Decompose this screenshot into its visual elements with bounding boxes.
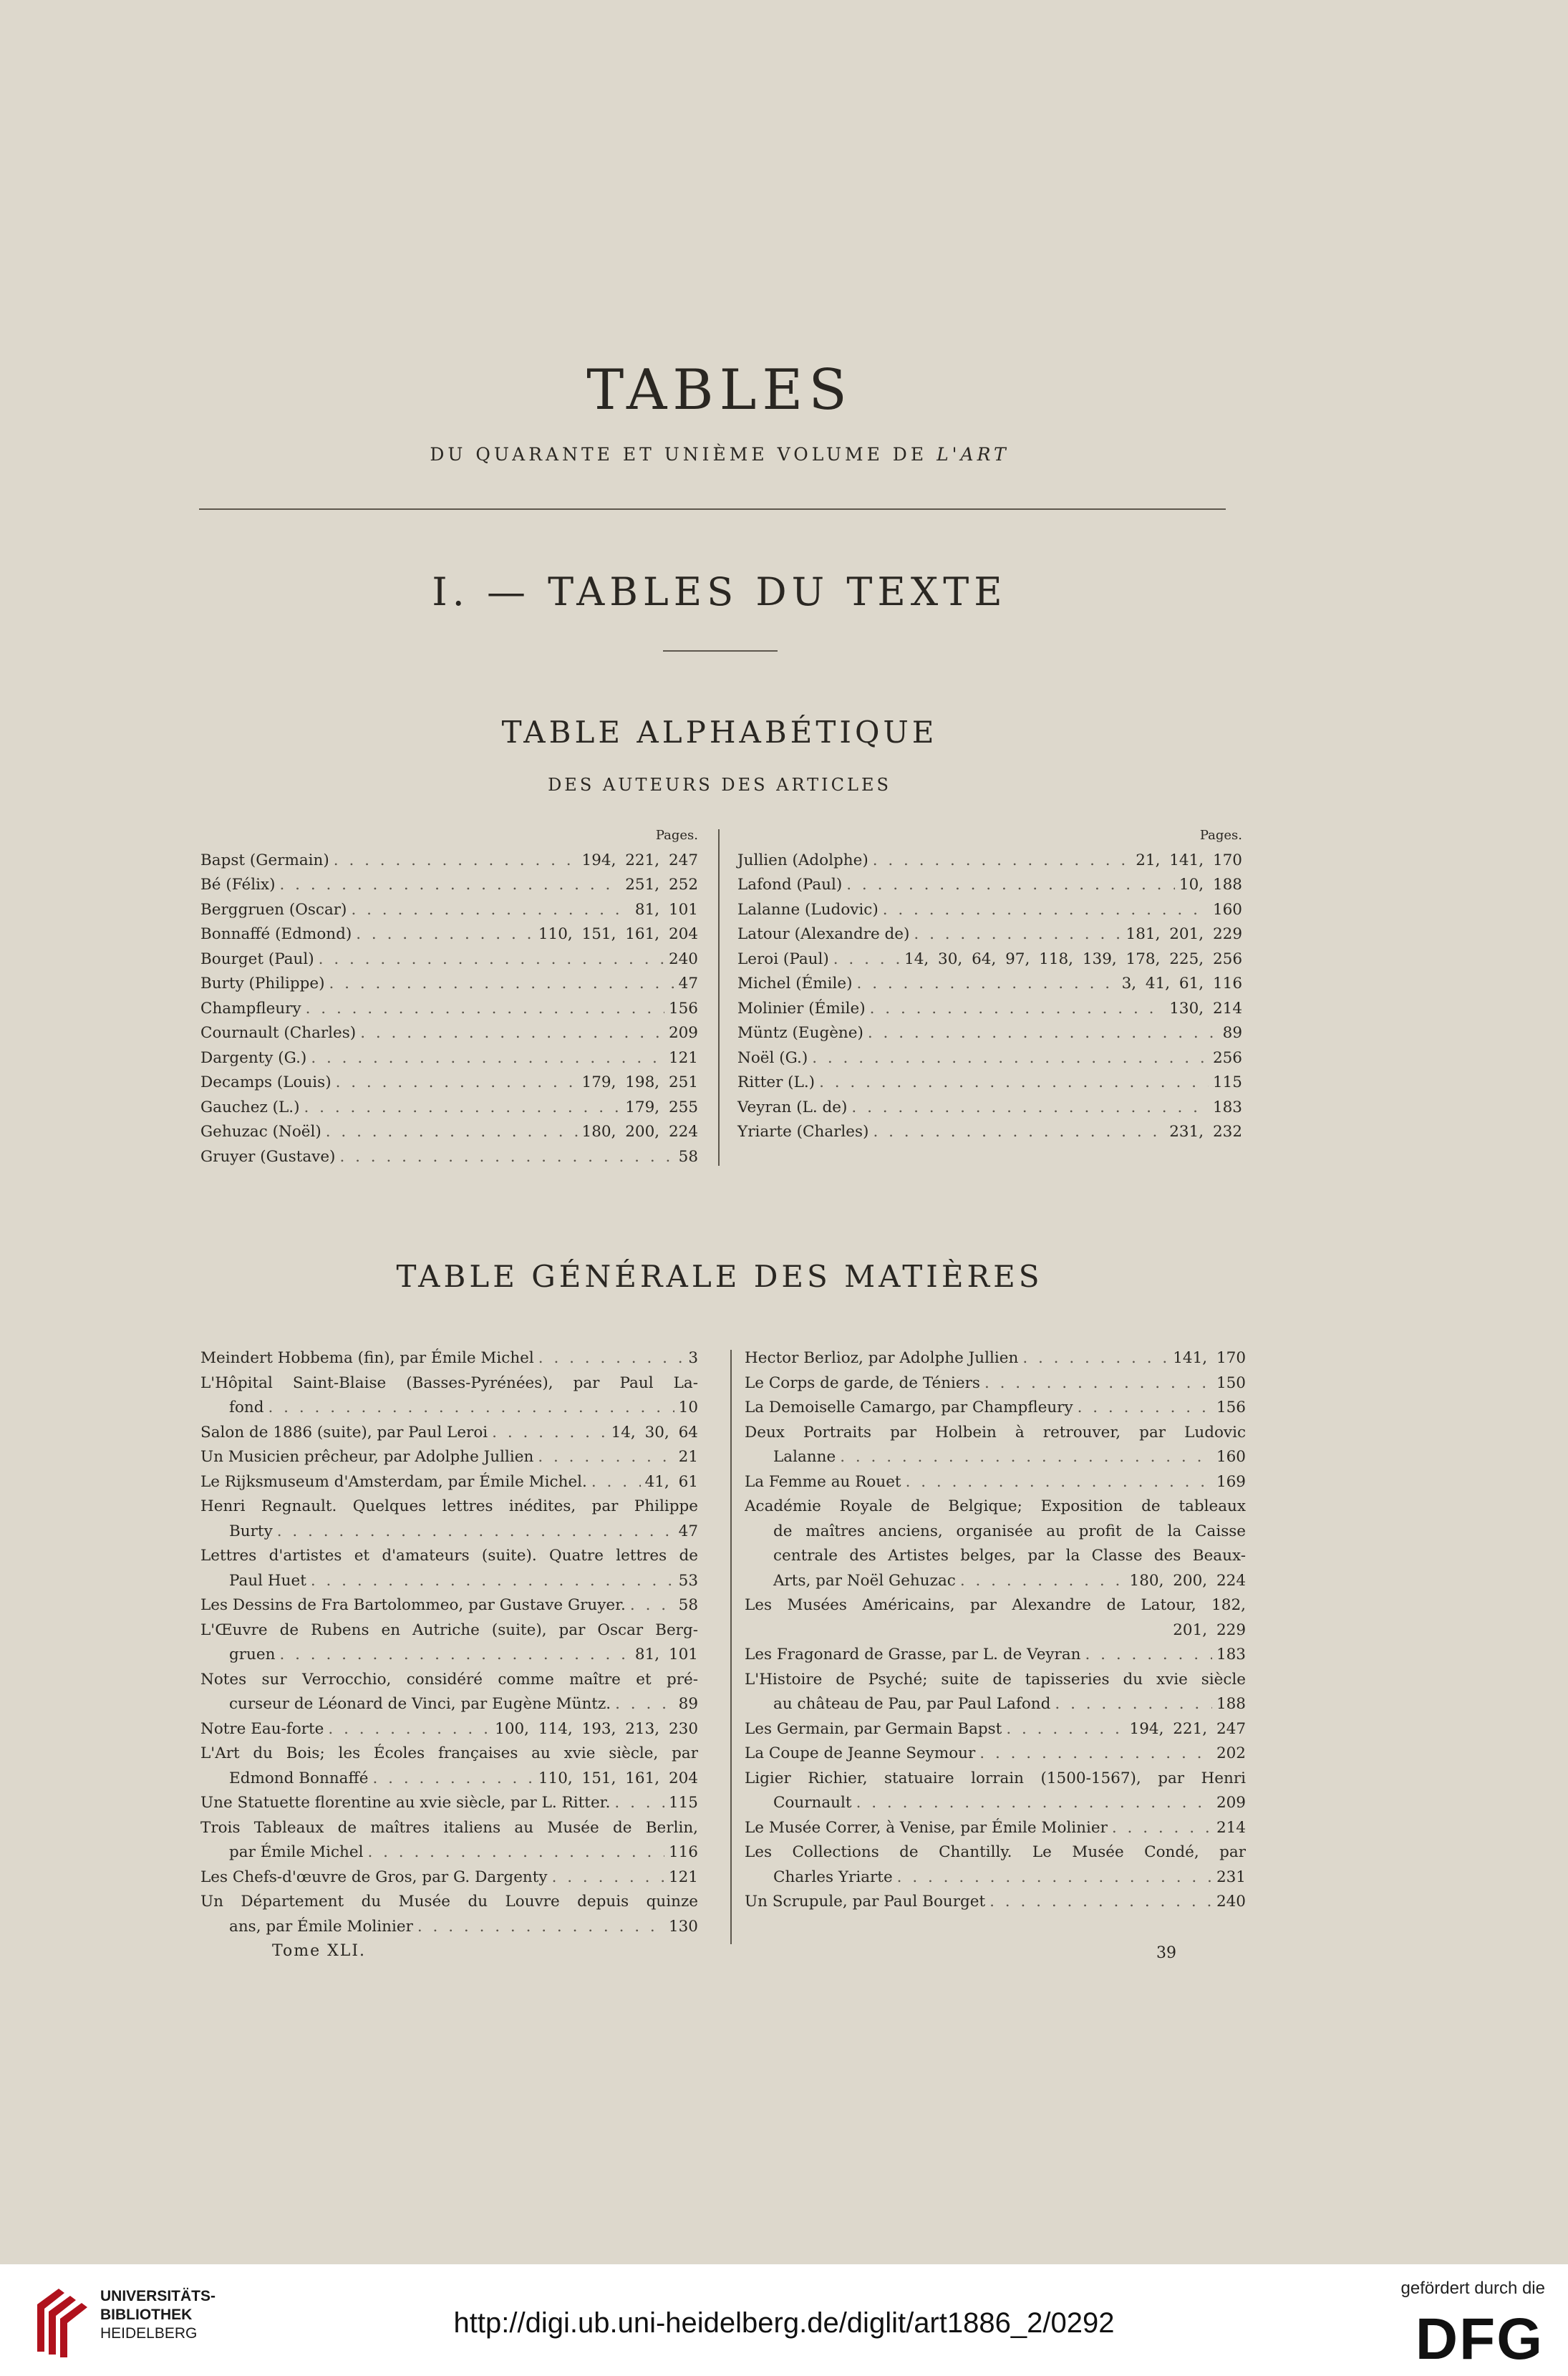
dot-leader: [268, 1396, 674, 1421]
dot-leader: [1022, 1346, 1168, 1371]
entry-text-line: L'Œuvre de Rubens en Autriche (suite), par Oscar Berg-: [200, 1621, 698, 1639]
dot-leader: [840, 1445, 1212, 1470]
index-entry: [745, 1692, 1246, 1717]
dot-leader: [812, 1046, 1209, 1071]
entry-pages: 21, 141, 170: [1136, 851, 1242, 869]
entry-pages: 58: [678, 1596, 698, 1614]
entry-name: Lafond (Paul): [737, 876, 843, 894]
entry-name: Dargenty (G.): [200, 1048, 307, 1067]
entry-name: curseur de Léonard de Vinci, par Eugène Müntz.: [229, 1695, 611, 1713]
dot-leader: [319, 947, 664, 972]
index-entry: [737, 972, 1242, 997]
index-entry: [200, 1071, 698, 1096]
dot-leader: [979, 1742, 1212, 1767]
index-entry: [200, 1096, 698, 1121]
library-line: HEIDELBERG: [100, 2325, 198, 2342]
entry-pages: 194, 221, 247: [581, 851, 698, 869]
entry-pages: 41, 61: [644, 1472, 698, 1491]
entry-pages: 110, 151, 161, 204: [538, 925, 698, 943]
section-heading: I. — TABLES DU TEXTE: [432, 569, 1007, 614]
dot-leader: [989, 1890, 1212, 1915]
library-line: BIBLIOTHEK: [100, 2307, 193, 2323]
entry-name: La Demoiselle Camargo, par Champfleury: [745, 1399, 1073, 1416]
entry-name: gruen: [229, 1646, 276, 1663]
index-entry: [200, 1717, 698, 1742]
index-entry: [745, 1717, 1246, 1742]
entry-name: Salon de 1886 (suite), par Paul Leroi: [200, 1423, 488, 1441]
index-entry: [200, 849, 698, 874]
entry-name: Michel (Émile): [737, 975, 853, 993]
entry-text-line: Les Musées Américains, par Alexandre de Latour, 182,: [745, 1596, 1246, 1614]
entry-name: Latour (Alexandre de): [737, 925, 910, 943]
dot-leader: [538, 1445, 674, 1470]
index-entry: [200, 997, 698, 1022]
entry-name: Gehuzac (Noël): [200, 1123, 321, 1141]
entry-pages: 256: [1212, 1048, 1242, 1067]
index-entry: [200, 1569, 698, 1594]
entry-pages: 21: [678, 1448, 698, 1466]
subtitle-main: DU QUARANTE ET UNIÈME VOLUME DE: [430, 444, 928, 465]
entry-pages: 116: [668, 1843, 698, 1861]
dot-leader: [1006, 1717, 1125, 1742]
entry-name: Bonnaffé (Edmond): [200, 925, 352, 943]
dot-leader: [306, 997, 664, 1022]
entry-pages: 130: [668, 1917, 698, 1936]
dot-leader: [356, 922, 534, 947]
index-entry: [737, 997, 1242, 1022]
entry-name: Bourget (Paul): [200, 950, 314, 968]
index-entry: [737, 873, 1242, 898]
entry-name: Cournault (Charles): [200, 1024, 357, 1042]
dot-leader: [351, 898, 630, 923]
index-entry: [200, 1520, 698, 1545]
dot-leader: [846, 873, 1175, 898]
dot-leader: [492, 1421, 606, 1446]
index-entry: [745, 1569, 1246, 1594]
entry-pages: 180, 200, 224: [581, 1123, 698, 1141]
entry-name: Lalanne (Ludovic): [737, 900, 879, 919]
dot-leader: [897, 1865, 1212, 1890]
entry-name: Arts, par Noël Gehuzac: [773, 1571, 956, 1590]
short-rule: [663, 650, 778, 652]
index-entry: [200, 1643, 698, 1668]
entry-text-line: L'Histoire de Psyché; suite de tapisseries du xvie siècle: [745, 1670, 1246, 1689]
index-entry: [200, 1593, 698, 1618]
entry-name: Molinier (Émile): [737, 999, 866, 1018]
dot-leader: [538, 1346, 684, 1371]
index-entry: [745, 1470, 1246, 1495]
entry-text-line: Les Collections de Chantilly. Le Musée Condé, par: [745, 1843, 1246, 1861]
index-entry: [200, 1767, 698, 1792]
entry-name: Notre Eau-forte: [200, 1719, 324, 1738]
index-entry: [745, 1890, 1246, 1915]
entry-name: Meindert Hobbema (fin), par Émile Michel: [200, 1349, 534, 1367]
entry-pages: 194, 221, 247: [1129, 1719, 1246, 1738]
index-entry: [200, 1692, 698, 1717]
volume-label: Tome XLI.: [272, 1942, 367, 1960]
index-entry: [737, 1096, 1242, 1121]
index-entry: [737, 922, 1242, 947]
entry-pages: 3, 41, 61, 116: [1121, 975, 1242, 993]
dot-leader: [367, 1840, 664, 1865]
entry-text-line: centrale des Artistes belges, par la Classe des Beaux-: [773, 1547, 1246, 1565]
entry-pages-line: [745, 1618, 1246, 1643]
entry-pages: 231, 232: [1169, 1123, 1242, 1141]
dot-leader: [615, 1692, 674, 1717]
entry-name: Les Fragonard de Grasse, par L. de Veyran: [745, 1646, 1081, 1663]
entry-pages: 180, 200, 224: [1129, 1571, 1246, 1590]
entry-text-line: L'Art du Bois; les Écoles françaises au xvie siècle, par: [200, 1744, 698, 1762]
index-entry: [737, 1071, 1242, 1096]
entry-pages: 240: [1216, 1893, 1246, 1911]
entry-name: Les Dessins de Fra Bartolommeo, par Gustave Gruyer.: [200, 1596, 626, 1614]
index-entry: [737, 1120, 1242, 1145]
dot-leader: [984, 1371, 1212, 1396]
entry-text-line: de maîtres anciens, organisée au profit de la Caisse: [773, 1522, 1246, 1540]
horizontal-rule: [199, 508, 1226, 510]
entry-pages: 89: [1222, 1024, 1242, 1042]
index-entry: [200, 1865, 698, 1890]
entry-name: Bé (Félix): [200, 876, 276, 894]
entry-text-line: L'Hôpital Saint-Blaise (Basses-Pyrénées), par Paul La-: [200, 1373, 698, 1392]
index-entry: [745, 1371, 1246, 1396]
entry-pages: 209: [668, 1024, 698, 1042]
index-entry: [200, 898, 698, 923]
entry-pages: 202: [1216, 1744, 1246, 1762]
dot-leader: [857, 972, 1118, 997]
dot-leader: [960, 1569, 1126, 1594]
entry-text-line: Un Département du Musée du Louvre depuis quinze: [200, 1893, 698, 1911]
index-entry: [200, 1840, 698, 1865]
dot-leader: [311, 1046, 664, 1071]
dot-leader: [552, 1865, 664, 1890]
index-entry: [737, 898, 1242, 923]
entry-name: Burty: [229, 1522, 273, 1540]
pages-label: Pages.: [1199, 828, 1242, 843]
page-subtitle: [0, 444, 1439, 465]
entry-pages: 179, 255: [625, 1098, 698, 1116]
entry-name: Bapst (Germain): [200, 851, 329, 869]
index-entry: [745, 1445, 1246, 1470]
entry-name: Un Scrupule, par Paul Bourget: [745, 1893, 986, 1911]
entry-name: La Coupe de Jeanne Seymour: [745, 1744, 976, 1762]
alpha-table-heading: TABLE ALPHABÉTIQUE: [501, 715, 938, 750]
dot-leader: [277, 1520, 674, 1545]
entry-pages: 160: [1216, 1448, 1246, 1466]
dot-leader: [328, 1717, 490, 1742]
entry-pages: 183: [1212, 1098, 1242, 1116]
index-entry: [200, 1791, 698, 1816]
dot-leader: [279, 873, 621, 898]
entry-pages: 181, 201, 229: [1126, 925, 1242, 943]
entry-name: Ritter (L.): [737, 1073, 816, 1091]
alpha-table-subheading: DES AUTEURS DES ARTICLES: [548, 775, 891, 795]
entry-text-line: Notes sur Verrocchio, considéré comme maître et pré-: [200, 1670, 698, 1689]
entry-name: Une Statuette florentine au xvie siècle, par L. Ritter.: [200, 1794, 611, 1812]
entry-pages: 3: [688, 1349, 698, 1367]
alpha-right-column: [737, 824, 1242, 1145]
entry-pages: 10: [678, 1399, 698, 1416]
dot-leader: [819, 1071, 1209, 1096]
library-line: UNIVERSITÄTS-: [100, 2288, 216, 2304]
entry-pages: 141, 170: [1173, 1349, 1246, 1367]
entry-name: Berggruen (Oscar): [200, 900, 347, 919]
entry-text-line: Henri Regnault. Quelques lettres inédites, par Philippe: [200, 1497, 698, 1515]
general-left-column: [200, 1346, 698, 1939]
dot-leader: [851, 1096, 1209, 1121]
entry-text-line: Ligier Richier, statuaire lorrain (1500-1567), par Henri: [745, 1769, 1246, 1787]
dot-leader: [873, 849, 1132, 874]
entry-name: Le Rijksmuseum d'Amsterdam, par Émile Michel.: [200, 1472, 587, 1491]
entry-pages: 169: [1216, 1472, 1246, 1491]
index-entry: [200, 873, 698, 898]
dot-leader: [304, 1096, 621, 1121]
page-number: 39: [1156, 1944, 1176, 1962]
index-entry: [200, 922, 698, 947]
entry-pages: 10, 188: [1179, 876, 1242, 894]
entry-pages: 14, 30, 64, 97, 118, 139, 178, 225, 256: [904, 950, 1242, 968]
index-entry: [200, 1421, 698, 1446]
index-entry: [200, 1470, 698, 1495]
entry-name: Leroi (Paul): [737, 950, 829, 968]
entry-pages: 121: [668, 1868, 698, 1886]
index-entry: [200, 1346, 698, 1371]
index-entry: [200, 1145, 698, 1170]
index-entry: [745, 1346, 1246, 1371]
dot-leader: [279, 1643, 630, 1668]
dot-leader: [873, 1120, 1165, 1145]
entry-pages: 81, 101: [634, 900, 698, 919]
dot-leader: [870, 997, 1166, 1022]
dot-leader: [329, 972, 674, 997]
entry-name: Müntz (Eugène): [737, 1024, 863, 1042]
entry-text-line: Deux Portraits par Holbein à retrouver, par Ludovic: [745, 1423, 1246, 1441]
dot-leader: [1085, 1643, 1212, 1668]
entry-pages: 183: [1216, 1646, 1246, 1663]
general-table-heading: TABLE GÉNÉRALE DES MATIÈRES: [396, 1259, 1043, 1294]
entry-name: Les Germain, par Germain Bapst: [745, 1719, 1002, 1738]
dot-leader: [1055, 1692, 1212, 1717]
entry-name: Le Musée Correr, à Venise, par Émile Molinier: [745, 1818, 1108, 1837]
dot-leader: [906, 1470, 1212, 1495]
entry-pages: 156: [1216, 1399, 1246, 1416]
entry-name: Edmond Bonnaffé: [229, 1769, 369, 1787]
dot-leader: [614, 1791, 664, 1816]
entry-pages: 14, 30, 64: [611, 1423, 698, 1441]
entry-pages: 115: [668, 1794, 698, 1812]
entry-name: Les Chefs-d'œuvre de Gros, par G. Dargenty: [200, 1868, 548, 1886]
entry-pages: 150: [1216, 1373, 1246, 1392]
entry-pages: 160: [1212, 900, 1242, 919]
source-url-link[interactable]: http://digi.ub.uni-heidelberg.de/diglit/art1886_2/0292: [453, 2307, 1115, 2339]
entry-name: Charles Yriarte: [773, 1868, 893, 1886]
entry-pages: 130, 214: [1169, 999, 1242, 1018]
index-entry: [745, 1791, 1246, 1816]
index-entry: [200, 1021, 698, 1046]
index-entry: [737, 947, 1242, 972]
entry-name: Decamps (Louis): [200, 1073, 331, 1091]
entry-text-line: Lettres d'artistes et d'amateurs (suite). Quatre lettres de: [200, 1547, 698, 1565]
alpha-left-column: [200, 824, 698, 1169]
dot-leader: [1078, 1396, 1212, 1421]
entry-text-line: Trois Tableaux de maîtres italiens au Musée de Berlin,: [200, 1818, 698, 1837]
entry-pages: 100, 114, 193, 213, 230: [495, 1719, 698, 1738]
index-entry: [200, 972, 698, 997]
index-entry: [737, 1046, 1242, 1071]
entry-name: Gruyer (Gustave): [200, 1147, 336, 1166]
dfg-logo: DFG: [1415, 2307, 1544, 2372]
entry-name: Gauchez (L.): [200, 1098, 300, 1116]
page-title: TABLES: [586, 358, 853, 422]
index-entry: [737, 849, 1242, 874]
entry-pages: 110, 151, 161, 204: [538, 1769, 698, 1787]
entry-name: Le Corps de garde, de Téniers: [745, 1373, 980, 1392]
entry-pages: 89: [678, 1695, 698, 1713]
entry-pages: 47: [678, 975, 698, 993]
entry-name: Noël (G.): [737, 1048, 808, 1067]
dot-leader: [591, 1470, 641, 1495]
column-divider: [718, 829, 720, 1166]
index-entry: [737, 1021, 1242, 1046]
entry-pages: 251, 252: [625, 876, 698, 894]
dot-leader: [334, 849, 578, 874]
entry-name: Hector Berlioz, par Adolphe Jullien: [745, 1349, 1019, 1367]
entry-pages: 115: [1212, 1073, 1242, 1091]
index-entry: [200, 1120, 698, 1145]
dot-leader: [883, 898, 1209, 923]
digitization-footer: [0, 2264, 1568, 2376]
entry-pages: 58: [678, 1147, 698, 1166]
dot-leader: [326, 1120, 578, 1145]
entry-name: au château de Pau, par Paul Lafond: [773, 1695, 1051, 1713]
index-entry: [200, 1915, 698, 1940]
dot-leader: [1112, 1816, 1212, 1841]
funded-by-label: gefördert durch die: [1400, 2279, 1545, 2298]
entry-name: ans, par Émile Molinier: [229, 1917, 413, 1936]
dot-leader: [417, 1915, 664, 1940]
index-entry: [200, 1396, 698, 1421]
dot-leader: [339, 1145, 674, 1170]
entry-name: Veyran (L. de): [737, 1098, 848, 1116]
index-entry: [745, 1865, 1246, 1890]
entry-pages: 201, 229: [1173, 1621, 1246, 1639]
dot-leader: [360, 1021, 664, 1046]
index-entry: [745, 1396, 1246, 1421]
index-entry: [745, 1643, 1246, 1668]
entry-name: Jullien (Adolphe): [737, 851, 868, 869]
entry-name: Lalanne: [773, 1448, 836, 1466]
entry-pages: 188: [1216, 1695, 1246, 1713]
index-entry: [200, 947, 698, 972]
entry-pages: 240: [668, 950, 698, 968]
entry-name: Yriarte (Charles): [737, 1123, 869, 1141]
entry-pages: 156: [668, 999, 698, 1018]
entry-pages: 53: [678, 1571, 698, 1590]
pages-label: Pages.: [655, 828, 698, 843]
entry-name: Cournault: [773, 1794, 852, 1812]
dot-leader: [868, 1021, 1219, 1046]
index-entry: [745, 1816, 1246, 1841]
index-entry: [745, 1742, 1246, 1767]
entry-name: Un Musicien prêcheur, par Adolphe Jullien: [200, 1448, 534, 1466]
entry-name: par Émile Michel: [229, 1843, 364, 1861]
general-right-column: [745, 1346, 1246, 1915]
entry-pages: 179, 198, 251: [581, 1073, 698, 1091]
dot-leader: [336, 1071, 578, 1096]
index-entry: [200, 1046, 698, 1071]
entry-name: La Femme au Rouet: [745, 1472, 901, 1491]
entry-text-line: Académie Royale de Belgique; Exposition de tableaux: [745, 1497, 1246, 1515]
entry-name: Burty (Philippe): [200, 975, 325, 993]
dot-leader: [856, 1791, 1212, 1816]
entry-name: Champfleury: [200, 999, 301, 1018]
entry-name: fond: [229, 1399, 264, 1416]
dot-leader: [833, 947, 900, 972]
dot-leader: [630, 1593, 674, 1618]
entry-pages: 231: [1216, 1868, 1246, 1886]
entry-pages: 81, 101: [634, 1646, 698, 1663]
index-entry: [200, 1445, 698, 1470]
subtitle-italic: L'ART: [937, 444, 1010, 465]
column-divider: [730, 1350, 732, 1944]
dot-leader: [311, 1569, 674, 1594]
entry-pages: 47: [678, 1522, 698, 1540]
dot-leader: [373, 1767, 534, 1792]
entry-pages: 214: [1216, 1818, 1246, 1837]
entry-name: Paul Huet: [229, 1571, 306, 1590]
dot-leader: [914, 922, 1121, 947]
entry-pages: 121: [668, 1048, 698, 1067]
entry-pages: 209: [1216, 1794, 1246, 1812]
